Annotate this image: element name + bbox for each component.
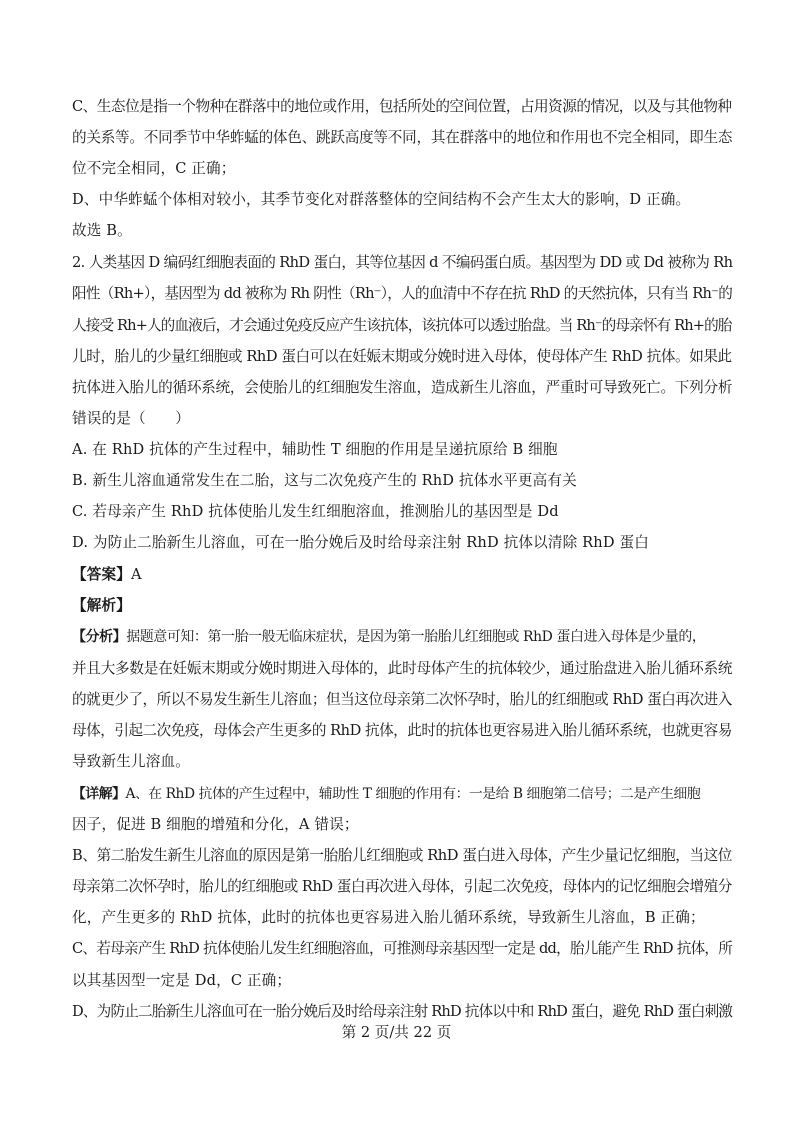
- question-stem-line: 人接受 Rh+人的血液后，才会通过免疫反应产生该抗体，该抗体可以透过胎盘。当 Rh⁻的母亲怀有 Rh+的胎: [72, 317, 732, 334]
- page-footer: 第 2 页/共 22 页: [341, 1024, 452, 1041]
- fenxi-tag: 【分析】: [72, 629, 127, 645]
- xiangjie-text: C、若母亲产生 RhD 抗体使胎儿发生红细胞溶血，可推测母亲基因型一定是 dd，胎儿能产生 RhD 抗体，所: [72, 940, 733, 957]
- xiangjie-text: 母亲第二次怀孕时，胎儿的红细胞或 RhD 蛋白再次进入母体，引起二次免疫，母体内的记忆细胞会增殖分: [72, 878, 732, 895]
- option-a: A. 在 RhD 抗体的产生过程中，辅助性 T 细胞的作用是呈递抗原给 B 细胞: [72, 441, 558, 458]
- fenxi-text: 并且大多数是在妊娠末期或分娩时期进入母体的，此时母体产生的抗体较少，通过胎盘进入胎儿循环系统: [72, 660, 733, 677]
- xiangjie-tag: 【详解】: [72, 786, 126, 802]
- xiangjie-text: D、为防止二胎新生儿溶血可在一胎分娩后及时给母亲注射 RhD 抗体以中和 RhD 蛋白，避免 RhD 蛋白刺激: [72, 1003, 733, 1020]
- answer-value: A: [130, 566, 142, 583]
- fenxi-text: 据题意可知：第一胎一般无临床症状，是因为第一胎胎儿红细胞或 RhD 蛋白进入母体是少量的，: [126, 629, 706, 645]
- xiangjie-text: 因子，促进 B 细胞的增殖和分化，A 错误；: [72, 816, 359, 833]
- text-line: 位不完全相同，C 正确；: [72, 160, 236, 177]
- fenxi-text: 的就更少了，所以不易发生新生儿溶血；但当这位母亲第二次怀孕时，胎儿的红细胞或 RhD 蛋白再次进入: [72, 691, 732, 708]
- question-stem-line: 阳性（Rh+），基因型为 dd 被称为 Rh 阴性（Rh⁻），人的血清中不存在抗 RhD 的天然抗体，只有当 Rh⁻的: [72, 285, 733, 302]
- text-line: D、中华蚱蜢个体相对较小，其季节变化对群落整体的空间结构不会产生太大的影响，D 正确。: [72, 191, 691, 208]
- fenxi-text: 母体，引起二次免疫，母体会产生更多的 RhD 抗体，此时的抗体也更容易进入胎儿循环系统，也就更容易: [72, 722, 732, 739]
- text-line: 故选 B。: [72, 222, 132, 239]
- question-stem-line: 抗体进入胎儿的循环系统，会使胎儿的红细胞发生溶血，造成新生儿溶血，严重时可导致死亡。下列分析: [72, 379, 733, 396]
- xiangjie-line: [72, 784, 732, 804]
- text-line: 的关系等。不同季节中华蚱蜢的体色、跳跃高度等不同，其在群落中的地位和作用也不完全相同，即生态: [72, 129, 733, 146]
- fenxi-line: [72, 627, 732, 647]
- xiangjie-text: 以其基因型一定是 Dd，C 正确；: [72, 972, 292, 989]
- option-c: C. 若母亲产生 RhD 抗体使胎儿发生红细胞溶血，推测胎儿的基因型是 Dd: [72, 503, 559, 520]
- answer-line: [72, 565, 732, 585]
- option-b: B. 新生儿溶血通常发生在二胎，这与二次免疫产生的 RhD 抗体水平更高有关: [72, 472, 577, 489]
- question-stem-line: 儿时，胎儿的少量红细胞或 RhD 蛋白可以在妊娠末期或分娩时进入母体，使母体产生 RhD 抗体。如果此: [72, 348, 732, 365]
- analysis-tag: 【解析】: [72, 597, 131, 614]
- xiangjie-text: A、在 RhD 抗体的产生过程中，辅助性 T 细胞的作用有：一是给 B 细胞第二信号；二是产生细胞: [125, 786, 701, 802]
- option-d: D. 为防止二胎新生儿溶血，可在一胎分娩后及时给母亲注射 RhD 抗体以清除 RhD 蛋白: [72, 534, 649, 551]
- question-stem-line: 错误的是（ ）: [72, 410, 190, 427]
- question-stem-line: 2. 人类基因 D 编码红细胞表面的 RhD 蛋白，其等位基因 d 不编码蛋白质。基因型为 DD 或 Dd 被称为 Rh: [72, 254, 733, 271]
- xiangjie-text: B、第二胎发生新生儿溶血的原因是第一胎胎儿红细胞或 RhD 蛋白进入母体，产生少量记忆细胞，当这位: [72, 847, 732, 864]
- fenxi-text: 导致新生儿溶血。: [72, 753, 190, 770]
- answer-tag: 【答案】: [72, 566, 131, 583]
- text-line: C、生态位是指一个物种在群落中的地位或作用，包括所处的空间位置，占用资源的情况，以及与其他物种: [72, 98, 732, 115]
- xiangjie-text: 化，产生更多的 RhD 抗体，此时的抗体也更容易进入胎儿循环系统，导致新生儿溶血，B 正确；: [72, 909, 705, 926]
- analysis-line: [72, 596, 732, 616]
